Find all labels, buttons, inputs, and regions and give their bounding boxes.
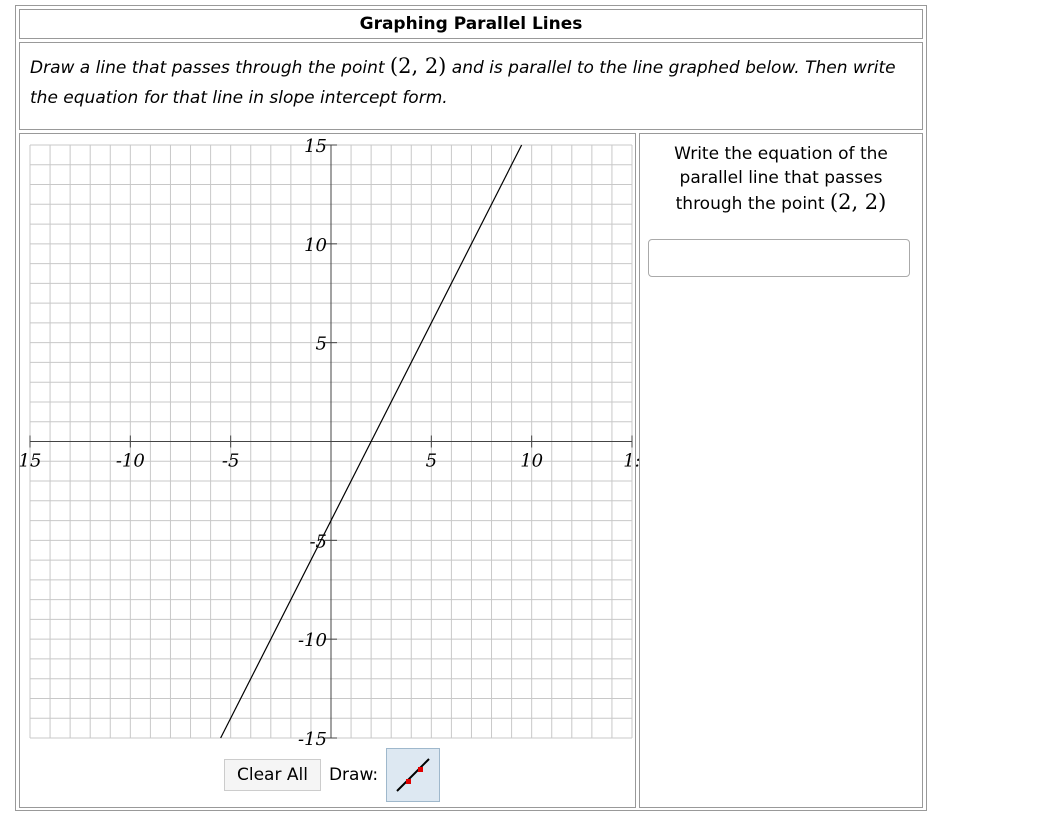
x-tick-label: 10: [520, 450, 544, 472]
line-tool-button[interactable]: [386, 748, 440, 802]
answer-prompt-point: (2, 2): [829, 190, 887, 214]
x-tick-label: 15: [18, 450, 42, 472]
instructions-part2: and is parallel to the line graphed below. Then write the equation for that line in slope intercept form.: [30, 58, 896, 108]
coordinate-plane[interactable]: [18, 134, 641, 807]
x-tick-label: -5: [221, 450, 240, 472]
y-tick-label: -5: [309, 531, 327, 553]
instructions-point: (2, 2): [389, 54, 447, 78]
instructions-panel: [19, 42, 923, 130]
draw-label: Draw:: [328, 765, 379, 785]
graph-panel: [18, 133, 641, 808]
y-tick-label: 15: [304, 136, 327, 157]
answer-prompt: [650, 142, 912, 216]
instructions-part1: Draw a line that passes through the point: [30, 58, 385, 78]
clear-all-button[interactable]: Clear All: [224, 759, 321, 791]
y-tick-label: 10: [304, 234, 327, 256]
line-tool-icon: [391, 753, 435, 797]
instructions-text: [30, 51, 910, 113]
equation-input[interactable]: [648, 239, 910, 277]
x-tick-label: 5: [425, 450, 438, 472]
y-tick-label: -10: [298, 630, 327, 652]
answer-prompt-text: Write the equation of the parallel line that passes through the point: [674, 144, 888, 214]
graphing-widget: [15, 5, 927, 811]
y-tick-label: 5: [315, 333, 327, 355]
y-tick-label: -15: [298, 729, 327, 750]
answer-panel: [639, 133, 923, 808]
widget-title: Graphing Parallel Lines: [19, 9, 923, 39]
x-tick-label: 1:: [623, 450, 641, 472]
graph-controls: [224, 747, 440, 803]
x-tick-label: -10: [115, 450, 145, 472]
